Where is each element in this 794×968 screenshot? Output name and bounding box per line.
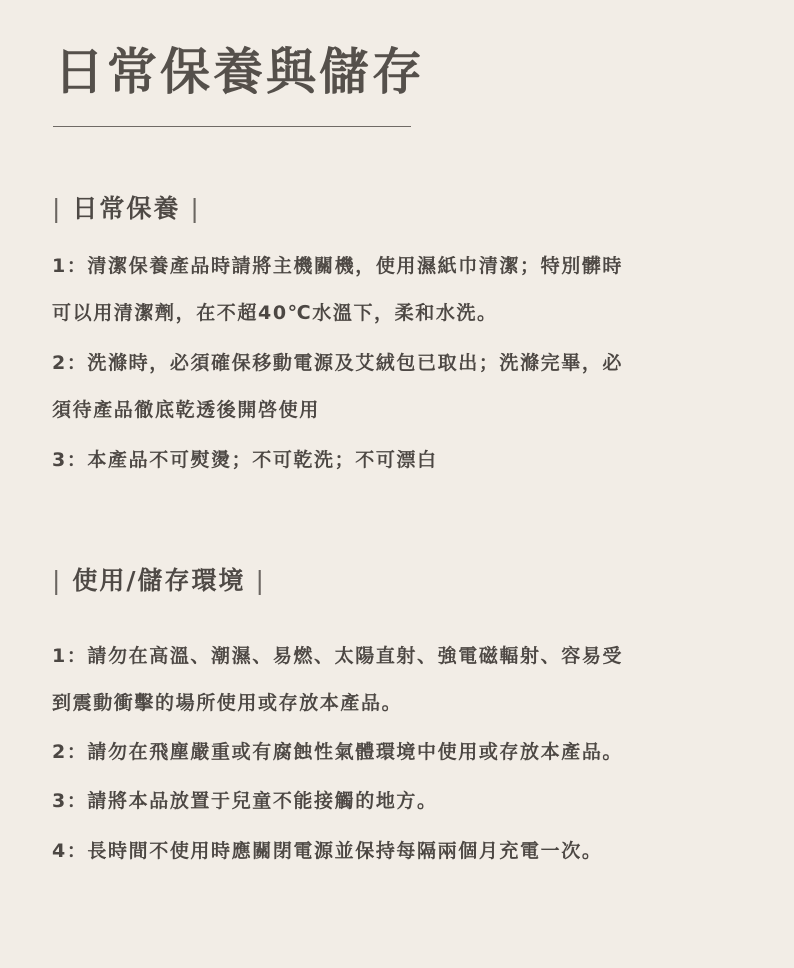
list-item-line: 4：長時間不使用時應關閉電源並保持每隔兩個月充電一次。 [52,840,603,862]
list-item-line: 須待產品徹底乾透後開啓使用 [52,399,320,421]
list-item-line: 2：請勿在飛塵嚴重或有腐蝕性氣體環境中使用或存放本產品。 [52,741,624,763]
heading-bar-left: | [52,566,73,595]
heading-bar-left: | [52,194,73,223]
section-heading-daily-care [52,192,201,226]
title-underline [53,126,411,127]
list-item-line: 到震動衝擊的場所使用或存放本產品。 [52,692,403,714]
heading-bar-right: | [245,566,266,595]
section-heading-text: 使用/儲存環境 [72,566,246,595]
list-item-line: 2：洗滌時，必須確保移動電源及艾絨包已取出；洗滌完畢，必 [52,352,624,374]
list-item-line: 1：清潔保養產品時請將主機關機，使用濕紙巾清潔；特別髒時 [52,255,624,277]
page-title: 日常保養與儲存 [54,43,425,101]
list-item-line: 可以用清潔劑，在不超40℃水溫下，柔和水洗。 [52,302,498,324]
section-heading-text: 日常保養 [72,194,181,223]
heading-bar-right: | [180,194,201,223]
list-item-line: 3：本產品不可熨燙；不可乾洗；不可漂白 [52,449,438,471]
section-heading-usage-storage [52,564,266,598]
list-item-line: 1：請勿在高溫、潮濕、易燃、太陽直射、強電磁輻射、容易受 [52,645,624,667]
list-item-line: 3：請將本品放置于兒童不能接觸的地方。 [52,790,438,812]
